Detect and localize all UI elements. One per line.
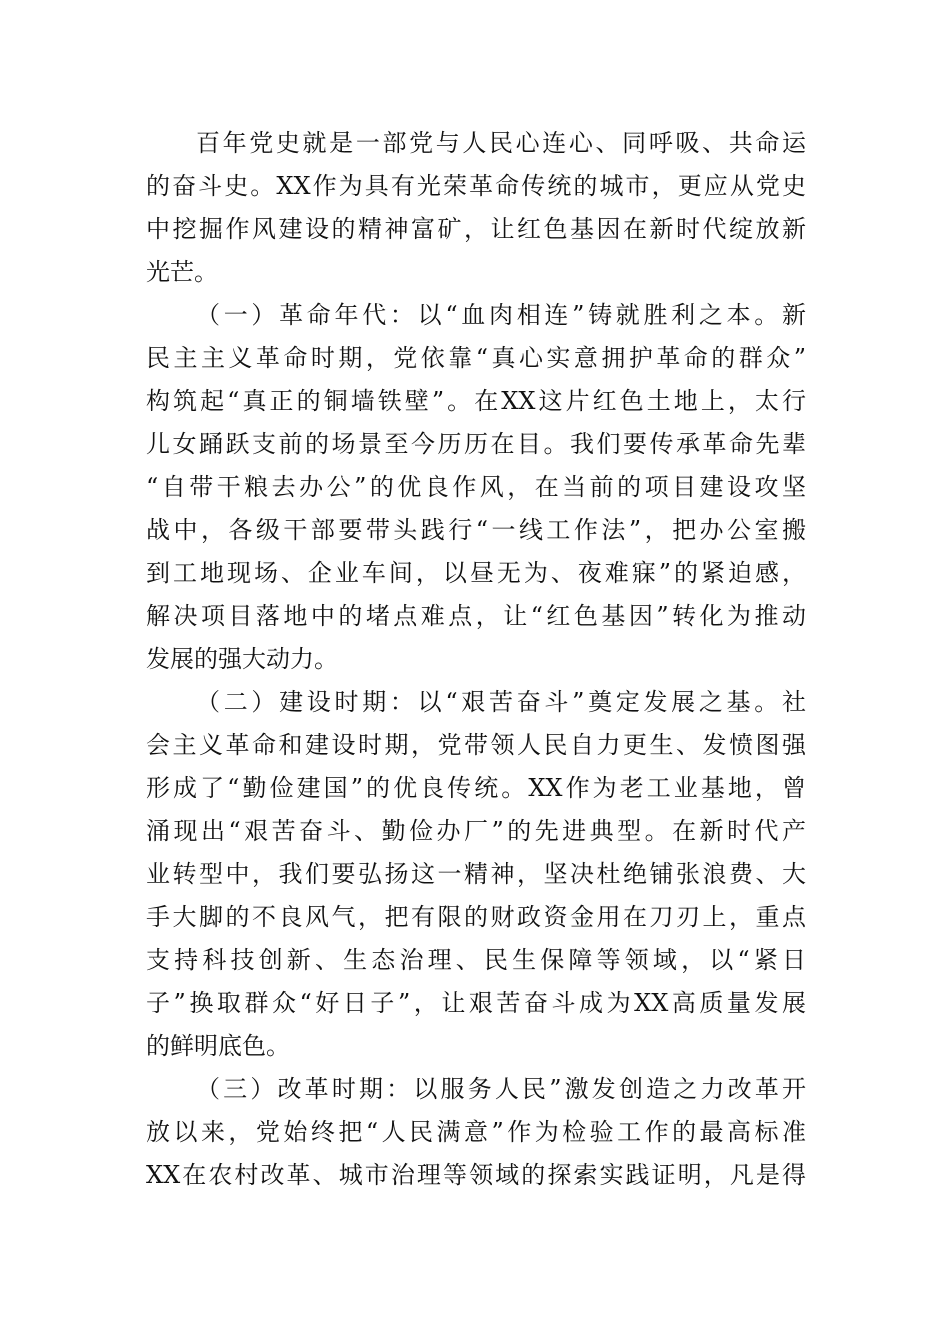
text-line: 发展的强大动力。 — [146, 645, 338, 673]
text-line: 构筑起“真正的铜墙铁壁”。在XX这片红色土地上，太行 — [146, 387, 806, 415]
text-line: 的鲜明底色。 — [146, 1032, 290, 1060]
paragraph-intro — [146, 122, 806, 294]
text-line: XX在农村改革、城市治理等领域的探索实践证明，凡是得 — [146, 1161, 806, 1189]
text-line: 业转型中，我们要弘扬这一精神，坚决杜绝铺张浪费、大 — [146, 860, 806, 888]
text-line: 涌现出“艰苦奋斗、勤俭办厂”的先进典型。在新时代产 — [146, 817, 806, 845]
text-line: 支持科技创新、生态治理、民生保障等领域，以“紧日 — [146, 946, 806, 974]
text-line: 光芒。 — [146, 258, 218, 286]
text-line: 会主义革命和建设时期，党带领人民自力更生、发愤图强 — [146, 731, 806, 759]
text-line: 儿女踊跃支前的场景至今历历在目。我们要传承革命先辈 — [146, 430, 806, 458]
text-line: 百年党史就是一部党与人民心连心、同呼吸、共命运 — [196, 129, 806, 157]
document-body — [146, 122, 806, 1197]
paragraph-construction-era — [146, 681, 806, 1068]
text-line: 民主主义革命时期，党依靠“真心实意拥护革命的群众” — [146, 344, 806, 372]
text-line: “自带干粮去办公”的优良作风，在当前的项目建设攻坚 — [146, 473, 806, 501]
paragraph-revolution-era — [146, 294, 806, 681]
text-line: （二）建设时期：以“艰苦奋斗”奠定发展之基。社 — [196, 688, 806, 716]
text-line: 子”换取群众“好日子”，让艰苦奋斗成为XX高质量发展 — [146, 989, 806, 1017]
text-line: （三）改革时期：以服务人民”激发创造之力改革开 — [196, 1075, 806, 1103]
text-line: 手大脚的不良风气，把有限的财政资金用在刀刃上，重点 — [146, 903, 806, 931]
paragraph-reform-era — [146, 1068, 806, 1197]
text-line: 中挖掘作风建设的精神富矿，让红色基因在新时代绽放新 — [146, 215, 806, 243]
text-line: 形成了“勤俭建国”的优良传统。XX作为老工业基地，曾 — [146, 774, 806, 802]
text-line: 到工地现场、企业车间，以昼无为、夜难寐”的紧迫感， — [146, 559, 806, 587]
text-line: 战中，各级干部要带头践行“一线工作法”，把办公室搬 — [146, 516, 806, 544]
text-line: 解决项目落地中的堵点难点，让“红色基因”转化为推动 — [146, 602, 806, 630]
text-line: （一）革命年代：以“血肉相连”铸就胜利之本。新 — [196, 301, 806, 329]
text-line: 的奋斗史。XX作为具有光荣革命传统的城市，更应从党史 — [146, 172, 806, 200]
text-line: 放以来，党始终把“人民满意”作为检验工作的最高标准 — [146, 1118, 806, 1146]
